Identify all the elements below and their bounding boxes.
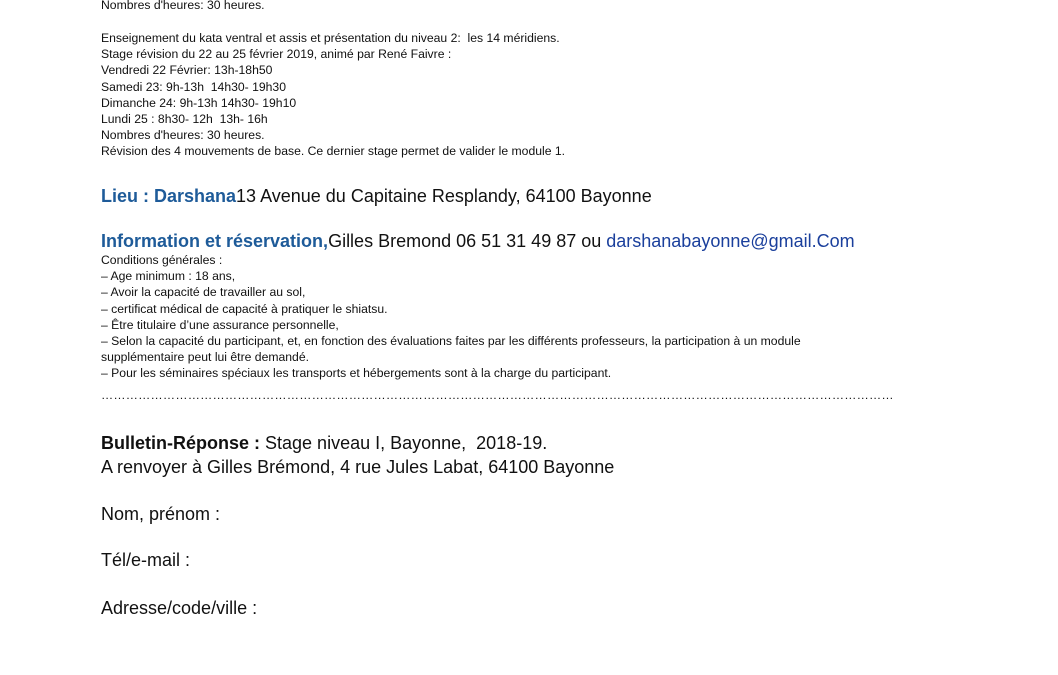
condition-item: – Selon la capacité du participant, et, en fonction des évaluations faites par les différents professeurs, la participation à un module xyxy=(101,334,801,349)
stage-line: Dimanche 24: 9h-13h 14h30- 19h10 xyxy=(101,95,297,110)
conditions-block xyxy=(101,252,801,382)
info-line xyxy=(101,229,855,253)
condition-item: – certificat médical de capacité à pratiquer le shiatsu. xyxy=(101,301,388,316)
bulletin-stage: Stage niveau I, Bayonne, 2018-19. xyxy=(260,433,548,453)
address-field-label: Adresse/code/ville : xyxy=(101,598,258,618)
name-field-label: Nom, prénom : xyxy=(101,504,221,524)
lieu-label: Lieu : Darshana xyxy=(101,186,237,206)
condition-item: – Être titulaire d’une assurance personnelle, xyxy=(101,317,339,332)
bulletin-label: Bulletin-Réponse : xyxy=(101,433,261,453)
stage-line: Samedi 23: 9h-13h 14h30- 19h30 xyxy=(101,79,286,94)
stage-line: Enseignement du kata ventral et assis et présentation du niveau 2: les 14 méridiens. xyxy=(101,31,560,45)
lieu-line xyxy=(101,184,652,208)
lieu-address: 13 Avenue du Capitaine Resplandy, 64100 Bayonne xyxy=(236,186,652,206)
conditions-title: Conditions générales : xyxy=(101,253,223,267)
stage-line: Révision des 4 mouvements de base. Ce dernier stage permet de valider le module 1. xyxy=(101,144,566,159)
bulletin-return-line: A renvoyer à Gilles Brémond, 4 rue Jules Labat, 64100 Bayonne xyxy=(101,457,615,477)
stage-line: Nombres d'heures: 30 heures. xyxy=(101,128,265,143)
stage-line: Vendredi 22 Février: 13h-18h50 xyxy=(101,63,273,78)
stage-line: Stage révision du 22 au 25 février 2019, animé par René Faivre : xyxy=(101,47,452,62)
stage-details-block xyxy=(101,30,565,160)
info-label: Information et réservation, xyxy=(101,231,329,251)
condition-item: – Age minimum : 18 ans, xyxy=(101,269,236,284)
tel-field-label: Tél/e-mail : xyxy=(101,550,191,570)
condition-item: supplémentaire peut lui être demandé. xyxy=(101,350,309,365)
condition-item: – Avoir la capacité de travailler au sol, xyxy=(101,285,306,300)
stage-line: Lundi 25 : 8h30- 12h 13h- 16h xyxy=(101,112,268,127)
condition-item: – Pour les séminaires spéciaux les transports et hébergements sont à la charge du participant. xyxy=(101,366,612,381)
hours-line-top: Nombres d'heures: 30 heures. xyxy=(101,0,265,12)
info-contact: Gilles Bremond 06 51 31 49 87 ou xyxy=(328,231,607,251)
bulletin-title-line xyxy=(101,431,547,455)
email-link[interactable]: darshanabayonne@gmail.Com xyxy=(606,231,855,251)
dotted-separator: ………………………………………………………………………………………………………………………………………………………………………… xyxy=(101,388,894,402)
